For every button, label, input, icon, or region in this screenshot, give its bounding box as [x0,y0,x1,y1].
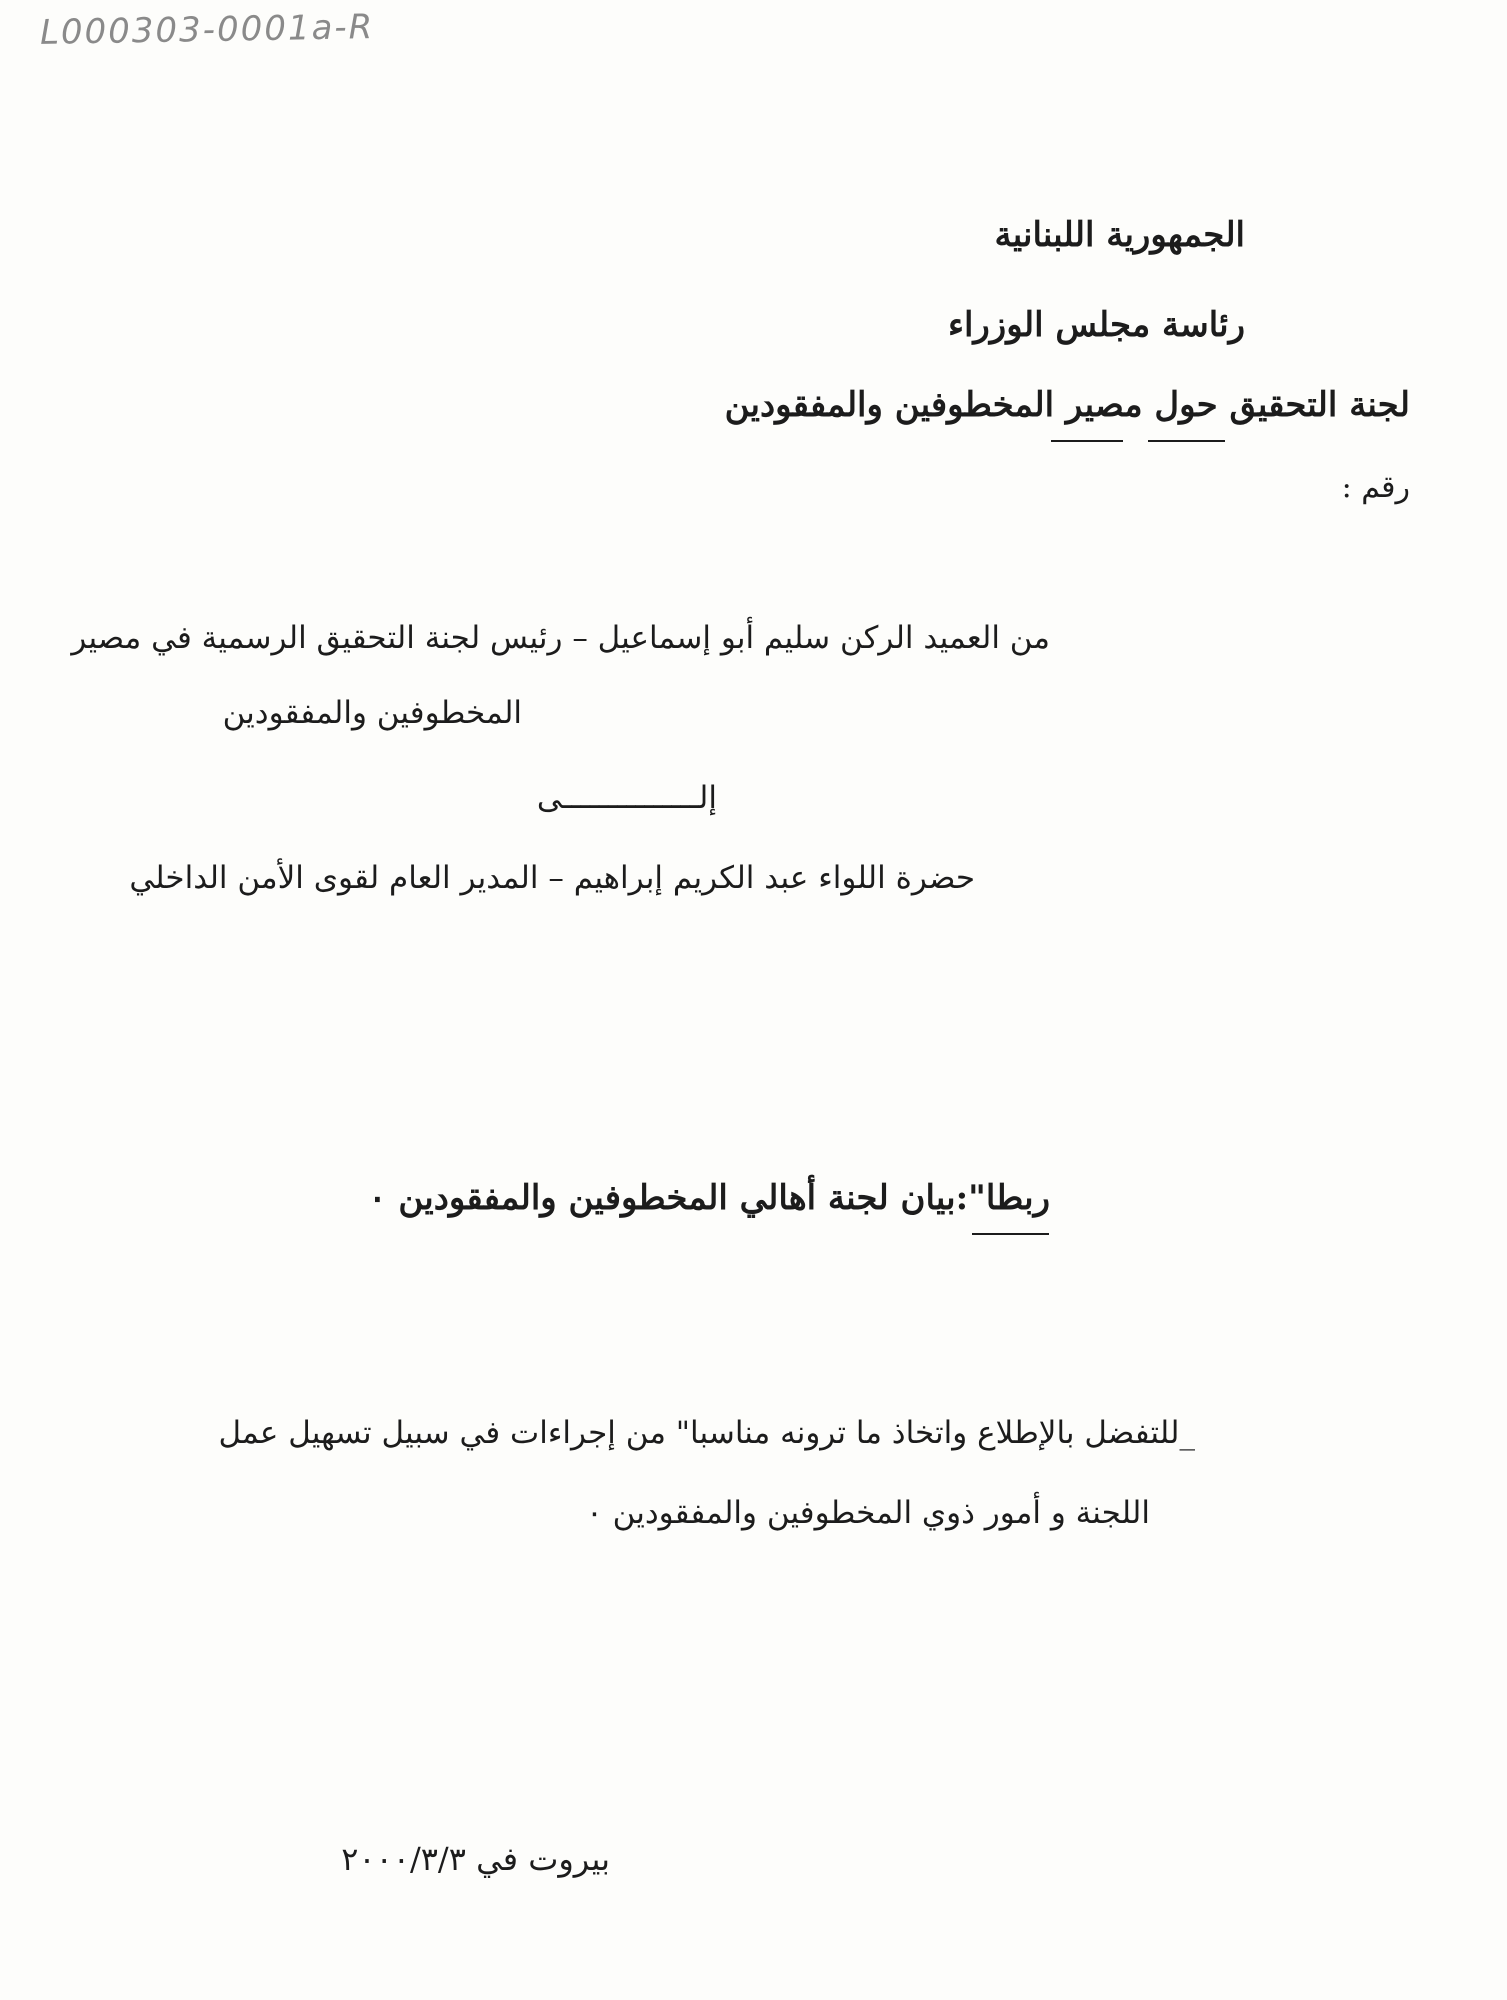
sender-line-1: من العميد الركن سليم أبو إسماعيل – رئيس لجنة التحقيق الرسمية في مصير [71,620,1050,656]
place-and-date: بيروت في ٢٠٠٠/٣/٣ [341,1840,610,1878]
enclosure-note: ربطا":بيان لجنة أهالي المخطوفين والمفقودين ٠ [368,1178,1050,1218]
enclosure-underline [972,1233,1049,1235]
header-republic: الجمهورية اللبنانية [994,215,1245,255]
reference-number-label: رقم : [1341,470,1410,505]
request-line-1: _للتفضل بالإطلاع واتخاذ ما ترونه مناسبا" من إجراءات في سبيل تسهيل عمل [218,1415,1195,1451]
header-committee: لجنة التحقيق حول مصير المخطوفين والمفقودين [724,385,1410,425]
request-line-2: اللجنة و أمور ذوي المخطوفين والمفقودين ٠ [586,1495,1150,1531]
archive-reference-code: L000303-0001a-R [39,7,375,53]
recipient-label: إلـــــــــــــــى [536,780,717,816]
header-presidency: رئاسة مجلس الوزراء [947,305,1245,345]
header-underline [1148,440,1225,442]
header-underline [1051,440,1123,442]
recipient-name: حضرة اللواء عبد الكريم إبراهيم – المدير العام لقوى الأمن الداخلي [129,860,975,896]
sender-line-2: المخطوفين والمفقودين [222,695,522,731]
